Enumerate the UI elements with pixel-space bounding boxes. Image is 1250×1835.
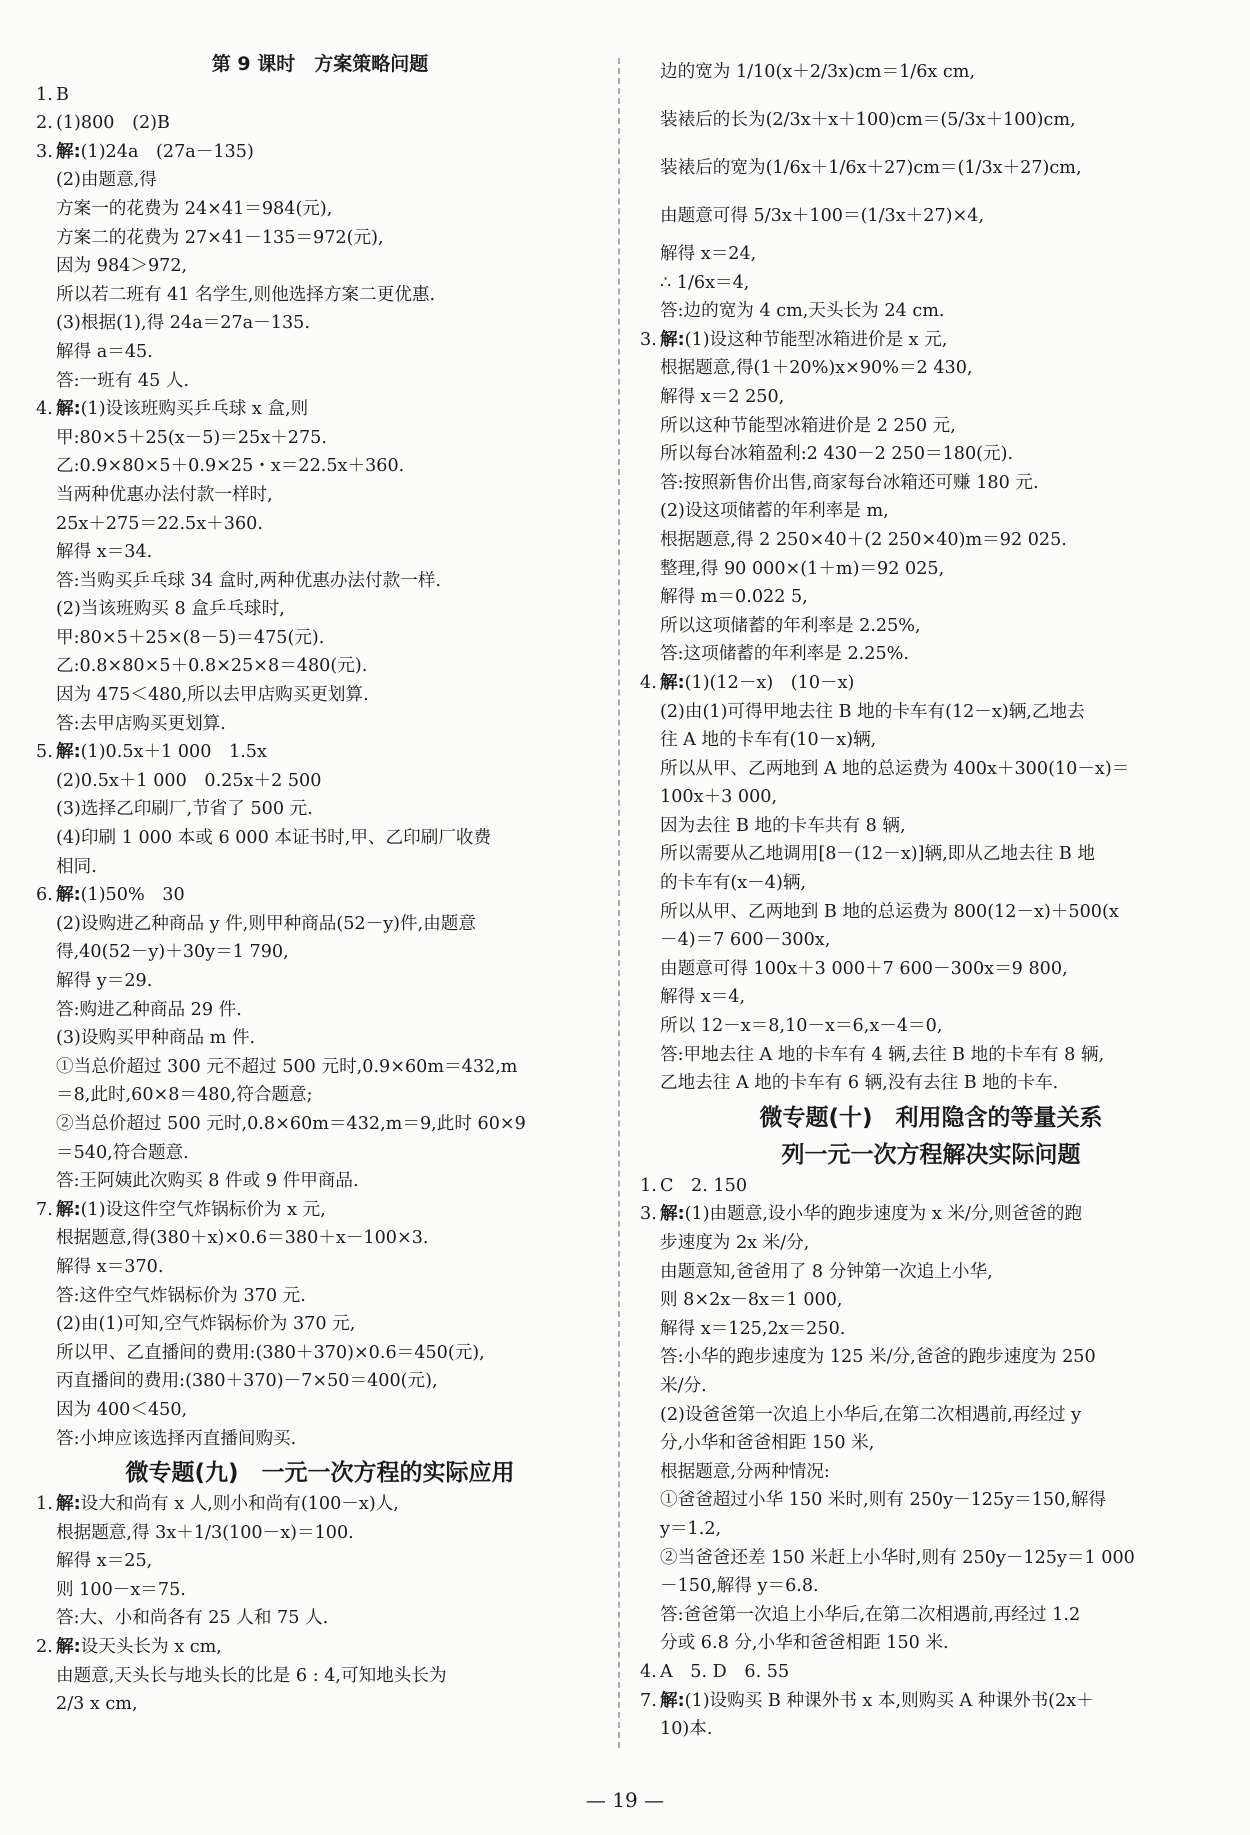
answer-text: 解得 x＝125,2x＝250.: [660, 1318, 846, 1339]
answer-text: 分,小华和爸爸相距 150 米,: [660, 1433, 875, 1454]
answer-text: 2/3 x cm,: [56, 1694, 138, 1715]
answer-line: [56, 1662, 604, 1691]
answer-number: 7.: [640, 1690, 657, 1711]
answer-number: 3.: [36, 141, 53, 162]
answer-text: (1)设购买 B 种课外书 x 本,则购买 A 种课外书(2x＋: [684, 1690, 1094, 1711]
answer-line: [56, 853, 604, 882]
answer-text: (4)印刷 1 000 本或 6 000 本证书时,甲、乙印刷厂收费: [56, 828, 492, 849]
answer-line: [660, 1515, 1222, 1544]
answer-line: [56, 1224, 604, 1253]
answer-text: (1)设这件空气炸锅标价为 x 元,: [80, 1199, 326, 1220]
answer-text: 设天头长为 x cm,: [80, 1637, 222, 1658]
answer-line: [660, 1343, 1222, 1372]
answer-line: [660, 1012, 1222, 1041]
answer-item: [640, 669, 1222, 1098]
answer-line: [56, 567, 604, 596]
answer-line: [56, 1490, 604, 1519]
answer-text: 答:大、小和尚各有 25 人和 75 人.: [56, 1608, 329, 1629]
answer-text: 解得 x＝25,: [56, 1551, 153, 1572]
answer-text: 往 A 地的卡车有(10－x)辆,: [660, 730, 877, 751]
answer-line: [56, 338, 604, 367]
answer-line: [660, 469, 1222, 498]
answer-line: ∴ 1/6x＝4,: [660, 272, 750, 293]
answer-line: [56, 1024, 604, 1053]
answer-text: (1)设该班购买乒乓球 x 盒,则: [80, 399, 309, 420]
answer-text: 答:王阿姨此次购买 8 件或 9 件甲商品.: [56, 1171, 359, 1192]
answer-line: [660, 1715, 1222, 1744]
answer-line: [56, 938, 604, 967]
answer-text: (2)由(1)可知,空气炸锅标价为 370 元,: [56, 1314, 356, 1335]
answer-line: [660, 1069, 1222, 1098]
answer-line: [56, 595, 604, 624]
solution-label: 解:: [660, 672, 685, 693]
answer-text: ②当总价超过 500 元时,0.8×60m＝432,m＝9,此时 60×9: [56, 1113, 526, 1134]
answer-line: [56, 681, 604, 710]
left-answers-topic-9: [36, 1490, 604, 1719]
answer-text: 所以若二班有 41 名学生,则他选择方案二更优惠.: [56, 284, 436, 305]
answer-line: [660, 726, 1222, 755]
answer-item: [36, 738, 604, 881]
answer-line: [56, 996, 604, 1025]
answer-line: [56, 1310, 604, 1339]
answer-line: [56, 1339, 604, 1368]
answer-line: [660, 583, 1222, 612]
answer-text: 解得 m＝0.022 5,: [660, 587, 808, 608]
section-title-lesson-9: 第 9 课时 方案策略问题: [211, 53, 429, 75]
answer-line: [660, 1544, 1222, 1573]
answer-text: 答:当购买乒乓球 34 盒时,两种优惠办法付款一样.: [56, 570, 441, 591]
column-divider: [618, 58, 620, 1748]
answer-number: 7.: [36, 1199, 53, 1220]
answer-text: ①当总价超过 300 元不超过 500 元时,0.9×60m＝432,m: [56, 1056, 518, 1077]
answer-item: [36, 395, 604, 738]
answer-line: [660, 869, 1222, 898]
solution-label: 解:: [56, 141, 81, 162]
answer-text: B: [56, 84, 69, 105]
answer-line: [56, 710, 604, 739]
answer-line: [660, 812, 1222, 841]
answer-line: [56, 1396, 604, 1425]
answer-line: [56, 424, 604, 453]
answer-text: 根据题意,得 2 250×40＋(2 250×40)m＝92 025.: [660, 529, 1067, 550]
solution-label: 解:: [56, 1637, 81, 1658]
answer-number: 6.: [36, 885, 53, 906]
answer-line: [56, 538, 604, 567]
answer-line: [660, 1429, 1222, 1458]
answer-line: [56, 1690, 604, 1719]
answer-line: 装裱后的长为(2/3x＋x＋100)cm＝(5/3x＋100)cm,: [660, 110, 1076, 130]
answer-text: 25x＋275＝22.5x＋360.: [56, 513, 263, 534]
answer-line: 解得 x＝24,: [660, 244, 757, 264]
answer-text: 方案二的花费为 27×41－135＝972(元),: [56, 227, 384, 248]
answer-item: [640, 1200, 1222, 1658]
answer-text: 答:甲地去往 A 地的卡车有 4 辆,去往 B 地的卡车有 8 辆,: [660, 1044, 1105, 1065]
answer-line: [56, 195, 604, 224]
answer-item: [36, 81, 604, 110]
answer-text: 根据题意,得(1＋20%)x×90%＝2 430,: [660, 358, 973, 379]
answer-text: ＝8,此时,60×8＝480,符合题意;: [56, 1085, 313, 1106]
answer-text: ＝540,符合题意.: [56, 1142, 189, 1163]
answer-line: [56, 1547, 604, 1576]
answer-line: [660, 412, 1222, 441]
answer-text: 的卡车有(x－4)辆,: [660, 873, 806, 894]
answer-text: 乙:0.9×80×5＋0.9×25・x＝22.5x＋360.: [56, 456, 405, 477]
answer-text: 丙直播间的费用:(380＋370)－7×50＝400(元),: [56, 1371, 438, 1392]
right-answers: [640, 326, 1222, 1098]
answer-line: [56, 910, 604, 939]
answer-line: [660, 1401, 1222, 1430]
answer-line: [56, 1576, 604, 1605]
answer-text: 得,40(52－y)＋30y＝1 790,: [56, 942, 289, 963]
answer-line: [660, 1229, 1222, 1258]
answer-line: [660, 955, 1222, 984]
answer-number: 3.: [640, 329, 657, 350]
answer-text: 根据题意,分两种情况:: [660, 1461, 830, 1482]
answer-text: 答:购进乙种商品 29 件.: [56, 999, 242, 1020]
answer-line: [56, 795, 604, 824]
answer-text: (3)选择乙印刷厂,节省了 500 元.: [56, 799, 313, 820]
answer-text: (2)设爸爸第一次追上小华后,在第二次相遇前,再经过 y: [660, 1404, 1082, 1425]
answer-text: 解得 x＝34.: [56, 542, 153, 563]
answer-line: [660, 1658, 1222, 1687]
right-continued-answer: [640, 48, 1222, 240]
solution-label: 解:: [56, 1494, 81, 1515]
answer-line: [660, 1486, 1222, 1515]
answer-line: [660, 1172, 1222, 1201]
answer-text: 所以甲、乙直播间的费用:(380＋370)×0.6＝450(元),: [56, 1342, 485, 1363]
answer-line: [56, 1282, 604, 1311]
answer-text: 所以需要从乙地调用[8－(12－x)]辆,即从乙地去往 B 地: [660, 844, 1095, 865]
answer-item: [640, 1658, 1222, 1687]
answer-line: [56, 624, 604, 653]
answer-line: [660, 669, 1222, 698]
answer-text: 因为 475＜480,所以去甲店购买更划算.: [56, 685, 369, 706]
answer-item: [640, 1172, 1222, 1201]
right-column: [640, 48, 1222, 1744]
answer-item: [36, 1490, 604, 1633]
answer-text: 由题意知,爸爸用了 8 分钟第一次追上小华,: [660, 1261, 993, 1282]
answer-line: [660, 640, 1222, 669]
answer-text: (1)0.5x＋1 000 1.5x: [80, 742, 267, 763]
section-title-topic-10-line2: 列一元一次方程解决实际问题: [781, 1141, 1081, 1168]
answer-text: 所以从甲、乙两地到 A 地的总运费为 400x＋300(10－x)＝: [660, 758, 1130, 779]
answer-text: 步速度为 2x 米/分,: [660, 1233, 810, 1253]
answer-line: [660, 1315, 1222, 1344]
answer-text: 因为去往 B 地的卡车共有 8 辆,: [660, 815, 906, 836]
answer-text: 答:这件空气炸锅标价为 370 元.: [56, 1285, 306, 1306]
answer-text: 根据题意,得(380＋x)×0.6＝380＋x－100×3.: [56, 1228, 429, 1249]
answer-line: [56, 481, 604, 510]
answer-text: 米/分.: [660, 1375, 707, 1396]
answer-text: (1)由题意,设小华的跑步速度为 x 米/分,则爸爸的跑: [684, 1204, 1083, 1225]
answer-text: y＝1.2,: [660, 1518, 722, 1539]
answer-line: 由题意可得 5/3x＋100＝(1/3x＋27)×4,: [660, 206, 985, 226]
answer-line: [56, 1053, 604, 1082]
answer-line: [660, 898, 1222, 927]
answer-text: (2)由(1)可得甲地去往 B 地的卡车有(12－x)辆,乙地去: [660, 701, 1085, 722]
answer-line: [56, 1253, 604, 1282]
solution-label: 解:: [56, 399, 81, 420]
solution-label: 解:: [660, 1690, 685, 1711]
answer-number: 1.: [36, 84, 53, 105]
solution-label: 解:: [660, 329, 685, 350]
answer-text: 则 100－x＝75.: [56, 1579, 186, 1600]
answer-line: [660, 326, 1222, 355]
answer-line: [56, 224, 604, 253]
answer-text: 因为 984＞972,: [56, 256, 188, 277]
answer-line: [660, 1687, 1222, 1716]
answer-text: 解得 x＝4,: [660, 987, 746, 1008]
answer-number: 4.: [640, 1661, 657, 1682]
answer-line: [56, 652, 604, 681]
answer-line: [660, 526, 1222, 555]
answer-line: [56, 166, 604, 195]
answer-item: [36, 109, 604, 138]
solution-label: 解:: [660, 1204, 685, 1225]
answer-line: [56, 1519, 604, 1548]
answer-text: －4)＝7 600－300x,: [660, 930, 831, 951]
answer-text: 分或 6.8 分,小华和爸爸相距 150 米.: [660, 1633, 949, 1654]
answer-text: 整理,得 90 000×(1＋m)＝92 025,: [660, 558, 945, 579]
answer-text: 乙:0.8×80×5＋0.8×25×8＝480(元).: [56, 656, 368, 677]
answer-text: (2)由题意,得: [56, 170, 157, 191]
answer-text: 解得 x＝2 250,: [660, 386, 785, 407]
answer-line: [56, 1081, 604, 1110]
answer-text: (2)设这项储蓄的年利率是 m,: [660, 501, 889, 522]
answer-line: [56, 1425, 604, 1454]
answer-number: 3.: [640, 1204, 657, 1225]
answer-line: [660, 1601, 1222, 1630]
answer-number: 1.: [640, 1175, 657, 1196]
answer-line: [660, 755, 1222, 784]
answer-line: [660, 783, 1222, 812]
answer-text: (1)50% 30: [80, 885, 185, 906]
answer-text: 答:小华的跑步速度为 125 米/分,爸爸的跑步速度为 250: [660, 1347, 1096, 1368]
answer-text: A 5. D 6. 55: [660, 1661, 790, 1682]
answer-item: [36, 138, 604, 395]
answer-item: [36, 1196, 604, 1453]
answer-line: [660, 1372, 1222, 1401]
answer-number: 4.: [640, 672, 657, 693]
answer-line: [56, 1633, 604, 1662]
answer-line: 答:边的宽为 4 cm,天头长为 24 cm.: [660, 301, 945, 322]
answer-text: (3)设购买甲种商品 m 件.: [56, 1028, 256, 1049]
answer-text: 甲:80×5＋25(x－5)＝25x＋275.: [56, 427, 327, 448]
answer-line: [660, 1629, 1222, 1658]
answer-line: 边的宽为 1/10(x＋2/3x)cm＝1/6x cm,: [660, 62, 976, 82]
answer-line: [56, 967, 604, 996]
answer-text: 所以这种节能型冰箱进价是 2 250 元,: [660, 415, 956, 436]
answer-line: [660, 1258, 1222, 1287]
answer-line: [56, 1604, 604, 1633]
answer-line: [660, 354, 1222, 383]
answer-number: 4.: [36, 399, 53, 420]
answer-text: (2)当该班购买 8 盒乒乓球时,: [56, 599, 285, 620]
answer-text: (1)24a (27a－135): [80, 141, 254, 162]
answer-text: 则 8×2x－8x＝1 000,: [660, 1290, 843, 1311]
answer-text: 所以 12－x＝8,10－x＝6,x－4＝0,: [660, 1016, 943, 1037]
answer-item: [640, 1687, 1222, 1744]
answer-line: [660, 1200, 1222, 1229]
answer-line: [660, 555, 1222, 584]
answer-text: 由题意,天头长与地头长的比是 6 : 4,可知地头长为: [56, 1665, 447, 1686]
answer-line: 装裱后的宽为(1/6x＋1/6x＋27)cm＝(1/3x＋27)cm,: [660, 158, 1082, 178]
answer-text: 答:去甲店购买更划算.: [56, 713, 226, 734]
answer-line: [56, 281, 604, 310]
answer-number: 2.: [36, 1637, 53, 1658]
answer-text: ②当爸爸还差 150 米赶上小华时,则有 250y－125y＝1 000: [660, 1547, 1135, 1568]
solution-label: 解:: [56, 1199, 81, 1220]
left-answers: [36, 81, 604, 1454]
answer-text: (2)设购进乙种商品 y 件,则甲种商品(52－y)件,由题意: [56, 913, 476, 934]
answer-line: [56, 1167, 604, 1196]
answer-line: [660, 983, 1222, 1012]
answer-text: 所以从甲、乙两地到 B 地的总运费为 800(12－x)＋500(x: [660, 901, 1119, 922]
answer-text: C 2. 150: [660, 1175, 748, 1196]
answer-text: 答:按照新售价出售,商家每台冰箱还可赚 180 元.: [660, 472, 1039, 493]
answer-line: [660, 612, 1222, 641]
answer-line: [56, 1196, 604, 1225]
answer-line: [56, 452, 604, 481]
answer-text: (1)设这种节能型冰箱进价是 x 元,: [684, 329, 948, 350]
answer-text: 100x＋3 000,: [660, 787, 778, 808]
answer-line: [56, 1110, 604, 1139]
answer-text: 甲:80×5＋25×(8－5)＝475(元).: [56, 627, 325, 648]
answer-text: 所以这项储蓄的年利率是 2.25%,: [660, 615, 921, 636]
answer-text: 解得 a＝45.: [56, 341, 153, 362]
answer-line: [660, 383, 1222, 412]
answer-text: 解得 y＝29.: [56, 971, 153, 991]
solution-label: 解:: [56, 742, 81, 763]
answer-line: [660, 1041, 1222, 1070]
answer-line: [660, 440, 1222, 469]
answer-line: [56, 395, 604, 424]
answer-number: 2.: [36, 113, 53, 134]
answer-text: －150,解得 y＝6.8.: [660, 1576, 819, 1597]
answer-line: [660, 1458, 1222, 1487]
solution-label: 解:: [56, 885, 81, 906]
answer-text: 答:一班有 45 人.: [56, 370, 190, 391]
section-title-topic-9: 微专题(九) 一元一次方程的实际应用: [125, 1460, 515, 1487]
answer-line: [56, 1367, 604, 1396]
answer-text: 当两种优惠办法付款一样时,: [56, 484, 273, 505]
answer-item: [36, 881, 604, 1196]
answer-text: 相同.: [56, 856, 97, 877]
answer-line: [56, 824, 604, 853]
answer-text: ①爸爸超过小华 150 米时,则有 250y－125y＝150,解得: [660, 1490, 1107, 1511]
right-continued-answer-tail: [640, 240, 1222, 326]
answer-line: [56, 81, 604, 110]
answer-line: [660, 840, 1222, 869]
answer-line: [660, 698, 1222, 727]
right-answers-topic-10: [640, 1172, 1222, 1744]
answer-text: 设大和尚有 x 人,则小和尚有(100－x)人,: [80, 1494, 399, 1515]
answer-line: [660, 497, 1222, 526]
answer-line: [56, 1139, 604, 1168]
answer-text: (1)800 (2)B: [56, 113, 170, 134]
answer-line: [56, 738, 604, 767]
answer-line: [660, 1286, 1222, 1315]
answer-text: 因为 400＜450,: [56, 1399, 188, 1420]
answer-line: [56, 767, 604, 796]
answer-line: [56, 881, 604, 910]
answer-text: 根据题意,得 3x＋1/3(100－x)＝100.: [56, 1522, 354, 1543]
answer-text: 答:小坤应该选择丙直播间购买.: [56, 1428, 297, 1449]
answer-text: 答:这项储蓄的年利率是 2.25%.: [660, 644, 909, 665]
page-number: — 19 —: [585, 1788, 665, 1812]
answer-text: (2)0.5x＋1 000 0.25x＋2 500: [56, 770, 322, 791]
answer-text: (3)根据(1),得 24a＝27a－135.: [56, 313, 310, 334]
answer-line: [56, 309, 604, 338]
answer-text: 方案一的花费为 24×41＝984(元),: [56, 198, 333, 219]
answer-text: 10)本.: [660, 1719, 713, 1740]
answer-text: 解得 x＝370.: [56, 1256, 164, 1277]
section-title-topic-10-line1: 微专题(十) 利用隐含的等量关系: [759, 1104, 1103, 1131]
answer-number: 1.: [36, 1494, 53, 1515]
answer-item: [36, 1633, 604, 1719]
answer-text: 乙地去往 A 地的卡车有 6 辆,没有去往 B 地的卡车.: [660, 1073, 1059, 1094]
answer-line: [660, 926, 1222, 955]
answer-text: (1)(12－x) (10－x): [684, 672, 855, 693]
left-column: [36, 48, 604, 1719]
answer-line: [660, 1572, 1222, 1601]
answer-line: [56, 138, 604, 167]
answer-number: 5.: [36, 742, 53, 763]
answer-line: [56, 510, 604, 539]
answer-item: [640, 326, 1222, 669]
answer-line: [56, 109, 604, 138]
answer-line: [56, 367, 604, 396]
answer-line: [56, 252, 604, 281]
answer-text: 答:爸爸第一次追上小华后,在第二次相遇前,再经过 1.2: [660, 1604, 1081, 1625]
answer-text: 所以每台冰箱盈利:2 430－2 250＝180(元).: [660, 444, 1014, 465]
answer-text: 由题意可得 100x＋3 000＋7 600－300x＝9 800,: [660, 958, 1068, 979]
